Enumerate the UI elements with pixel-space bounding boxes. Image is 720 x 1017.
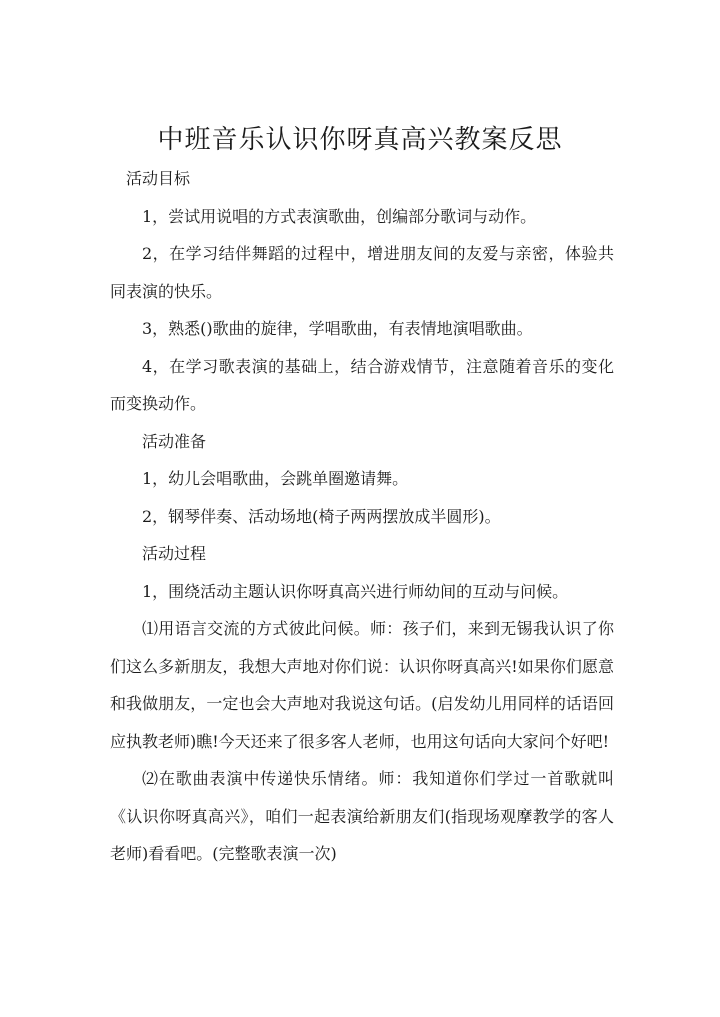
process-item-2: ⑴用语言交流的方式彼此问候。师：孩子们，来到无锡我认识了你们这么多新朋友，我想大声地对你们说：认识你呀真高兴!如果你们愿意和我做朋友，一定也会大声地对我说这句话。(启发幼儿用同样的话语回应执教老师)瞧!今天还来了很多客人老师，也用这句话向大家问个好吧! (110, 619, 614, 751)
process-item-3: ⑵在歌曲表演中传递快乐情绪。师：我知道你们学过一首歌就叫《认识你呀真高兴》，咱们一起表演给新朋友们(指现场观摩教学的客人老师)看看吧。(完整歌表演一次) (110, 769, 614, 863)
document-body (110, 160, 614, 873)
process-item-1: 1，围绕活动主题认识你呀真高兴进行师幼间的互动与问候。 (142, 581, 569, 601)
goal-item-3: 3，熟悉()歌曲的旋律，学唱歌曲，有表情地演唱歌曲。 (142, 319, 533, 338)
goal-item-4: 4，在学习歌表演的基础上，结合游戏情节，注意随着音乐的变化而变换动作。 (110, 356, 614, 413)
section-heading-goals: 活动目标 (126, 169, 191, 188)
goal-item-2: 2，在学习结伴舞蹈的过程中，增进朋友间的友爱与亲密，体验共同表演的快乐。 (110, 244, 614, 301)
document-title: 中班音乐认识你呀真高兴教案反思 (157, 125, 563, 156)
section-heading-process: 活动过程 (142, 544, 207, 563)
preparation-item-1: 1，幼儿会唱歌曲，会跳单圈邀请舞。 (142, 469, 409, 488)
section-heading-preparation: 活动准备 (142, 431, 207, 451)
preparation-item-2: 2，钢琴伴奏、活动场地(椅子两两摆放成半圆形)。 (142, 506, 501, 526)
goal-item-1: 1，尝试用说唱的方式表演歌曲，创编部分歌词与动作。 (142, 206, 537, 226)
